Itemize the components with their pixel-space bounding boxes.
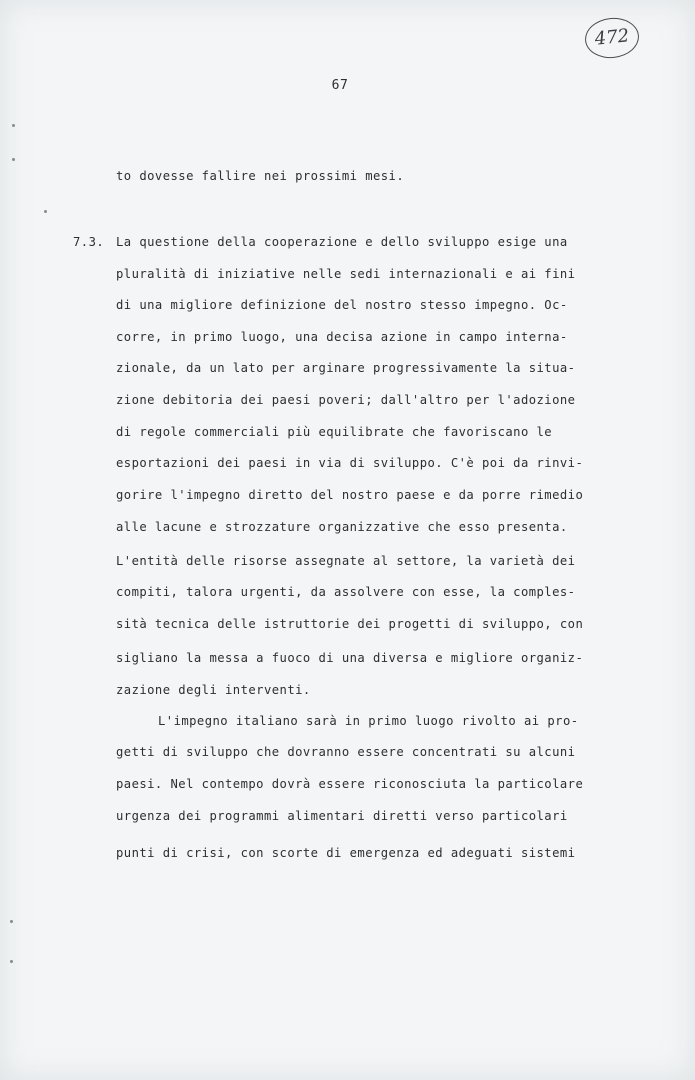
text-line: L'entità delle risorse assegnate al settore, la varietà dei <box>116 554 576 568</box>
section-number: 7.3. <box>73 235 105 249</box>
text-line: di una migliore definizione del nostro stesso impegno. Oc- <box>116 298 568 312</box>
archive-stamp: 472 <box>583 15 641 60</box>
text-line: paesi. Nel contempo dovrà essere riconosciuta la particolare <box>116 777 584 791</box>
text-line: zazione degli interventi. <box>116 683 311 697</box>
text-line: esportazioni dei paesi in via di sviluppo. C'è poi da rinvi- <box>116 456 584 470</box>
text-line: gorire l'impegno diretto del nostro paese e da porre rimedio <box>116 488 584 502</box>
margin-speck <box>12 124 15 127</box>
margin-speck <box>44 210 47 213</box>
text-line: zionale, da un lato per arginare progressivamente la situa- <box>116 361 576 375</box>
text-line: zione debitoria dei paesi poveri; dall'altro per l'adozione <box>116 393 576 407</box>
page-number: 67 <box>331 78 349 93</box>
text-line: di regole commerciali più equilibrate che favoriscano le <box>116 425 553 439</box>
text-line: to dovesse fallire nei prossimi mesi. <box>116 169 405 183</box>
text-line: compiti, talora urgenti, da assolvere con esse, la comples- <box>116 585 576 599</box>
text-line: urgenza dei programmi alimentari diretti verso particolari <box>116 809 568 823</box>
text-line: pluralità di iniziative nelle sedi internazionali e ai fini <box>116 267 576 281</box>
margin-speck <box>12 158 15 161</box>
text-line: sità tecnica delle istruttorie dei progetti di sviluppo, con <box>116 617 584 631</box>
text-line: corre, in primo luogo, una decisa azione in campo interna- <box>116 330 568 344</box>
text-line: La questione della cooperazione e dello sviluppo esige una <box>116 235 568 249</box>
text-line: L'impegno italiano sarà in primo luogo rivolto ai pro- <box>158 714 579 728</box>
text-line: sigliano la messa a fuoco di una diversa e migliore organiz- <box>116 651 584 665</box>
margin-speck <box>10 920 13 923</box>
text-line: alle lacune e strozzature organizzative che esso presenta. <box>116 520 568 534</box>
text-line: getti di sviluppo che dovranno essere concentrati su alcuni <box>116 745 576 759</box>
margin-speck <box>10 960 13 963</box>
text-line: punti di crisi, con scorte di emergenza ed adeguati sistemi <box>116 846 576 860</box>
